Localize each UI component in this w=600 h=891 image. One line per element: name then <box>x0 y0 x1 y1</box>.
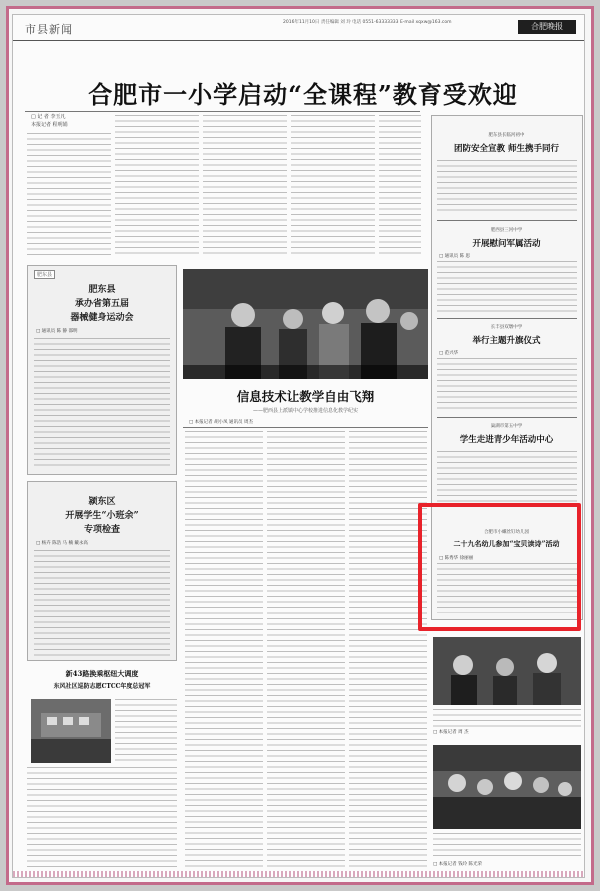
newspaper-logo: 合肥晚报 <box>518 20 576 34</box>
center-rule <box>183 427 428 428</box>
center-col-3 <box>349 431 427 871</box>
left-bottom-title-2: 东风社区巡防志愿CTCC年度总冠军 <box>53 683 151 690</box>
sidebar-item-label-1: 肥东县长临河初中 <box>488 133 525 138</box>
center-photo <box>183 269 428 379</box>
sidebar-item-names-3: □ 范兴华 <box>439 351 459 356</box>
box-title-line-2: 承办省第五届 <box>74 299 129 309</box>
sidebar-photo-2-credit: □ 本报记者 钱玲 陈光荣 <box>433 862 483 867</box>
sidebar-item-title-2: 开展慰问军属活动 <box>472 239 541 249</box>
center-photo-image <box>183 269 428 379</box>
sidebar-item-label-5: 合肥市小螺丝钉幼儿园 <box>484 530 529 535</box>
county-news-box-yingdong <box>27 481 177 661</box>
sidebar-item-label-2: 肥西县三河中学 <box>490 228 523 233</box>
sidebar-item-text-2 <box>437 261 577 313</box>
sidebar-photo-2-caption <box>433 833 581 857</box>
headline-rule <box>25 111 420 112</box>
center-subhead: ——肥西县上派镇中心学校推进信息化教学纪实 <box>252 408 358 414</box>
box2-names: □ 杨卉 陈浩 马 楠 戴永高 <box>36 541 88 546</box>
main-article-col-3 <box>203 115 287 257</box>
sidebar-item-text-4 <box>437 451 577 511</box>
masthead <box>13 15 584 41</box>
masthead-info: 2016年11月10日 责任编辑 刘 玲 电话 0551-63333333 E-mail xqxw@163.com <box>283 20 452 25</box>
main-headline: 合肥市一小学启动“全课程”教育受欢迎 <box>88 80 518 109</box>
sidebar-photo-1-credit: □ 本报记者 周 杰 <box>433 730 469 735</box>
box2-title-line-3: 专项检查 <box>83 525 120 535</box>
sidebar-divider <box>437 220 577 221</box>
main-article-col-1 <box>27 133 111 257</box>
red-highlight-box <box>418 503 581 631</box>
box-title-line-1: 肥东县 <box>88 285 116 295</box>
main-article-col-2 <box>115 115 199 257</box>
box2-text <box>34 550 170 656</box>
sidebar-item-names-2: □ 通讯员 陈 思 <box>439 254 471 259</box>
main-article-col-4 <box>291 115 375 257</box>
box-names: □ 通讯员 陈 静 邵明 <box>36 329 78 334</box>
section-name: 市县新闻 <box>25 23 73 36</box>
byline-1: □ 记 者 李玉凡 <box>31 114 66 120</box>
center-col-1 <box>185 431 263 871</box>
sidebar-item-text-1 <box>437 160 577 214</box>
byline-2: 本报记者 程明娟 <box>31 122 68 128</box>
left-bottom-photo <box>31 699 111 763</box>
sidebar-item-title-1: 团防安全宣教 师生携手同行 <box>454 144 559 154</box>
box2-title-line-1: 颍东区 <box>88 497 116 507</box>
main-article-col-5 <box>379 115 421 257</box>
sidebar-photo-1 <box>433 637 581 705</box>
sidebar-item-title-5: 二十九名幼儿参加“宝贝读诗”活动 <box>453 539 560 548</box>
photo-image <box>31 699 111 763</box>
sidebar-photo-1-image <box>433 637 581 705</box>
left-bottom-text-b <box>27 767 177 871</box>
sidebar-item-title-4: 学生走进青少年活动中心 <box>459 435 554 445</box>
left-bottom-title-1: 新43路换乘枢纽大调度 <box>65 669 139 678</box>
newspaper-page <box>12 14 585 878</box>
sidebar-photo-1-caption <box>433 709 581 727</box>
sidebar-item-names-5: □ 陈秀华 徐丽丽 <box>439 556 474 561</box>
box-text <box>34 338 170 470</box>
box-title-line-3: 器械健身运动会 <box>70 313 134 323</box>
sidebar-item-label-3: 长丰县双墩中学 <box>490 325 523 330</box>
sidebar-photo-2-image <box>433 745 581 829</box>
page-bottom-border <box>13 871 584 877</box>
county-news-box-feidong <box>27 265 177 475</box>
center-headline: 信息技术让教学自由飞翔 <box>236 389 375 404</box>
left-bottom-text-a <box>115 699 177 763</box>
center-byline: □ 本报记者 胡小凤 通讯员 周杰 <box>189 420 253 425</box>
sidebar-item-text-3 <box>437 358 577 412</box>
sidebar-item-label-4: 巢湖市第五中学 <box>490 424 523 429</box>
sidebar-divider <box>437 318 577 319</box>
box2-title-line-2: 开展学生“小班余” <box>65 511 139 521</box>
sidebar-divider <box>437 417 577 418</box>
center-col-2 <box>267 431 345 871</box>
sidebar-item-title-3: 举行主题升旗仪式 <box>472 336 541 346</box>
box-tag: 肥东县 <box>34 270 55 279</box>
sidebar-photo-2 <box>433 745 581 829</box>
center-photo-caption-bar <box>183 365 428 379</box>
main-byline <box>31 113 68 129</box>
